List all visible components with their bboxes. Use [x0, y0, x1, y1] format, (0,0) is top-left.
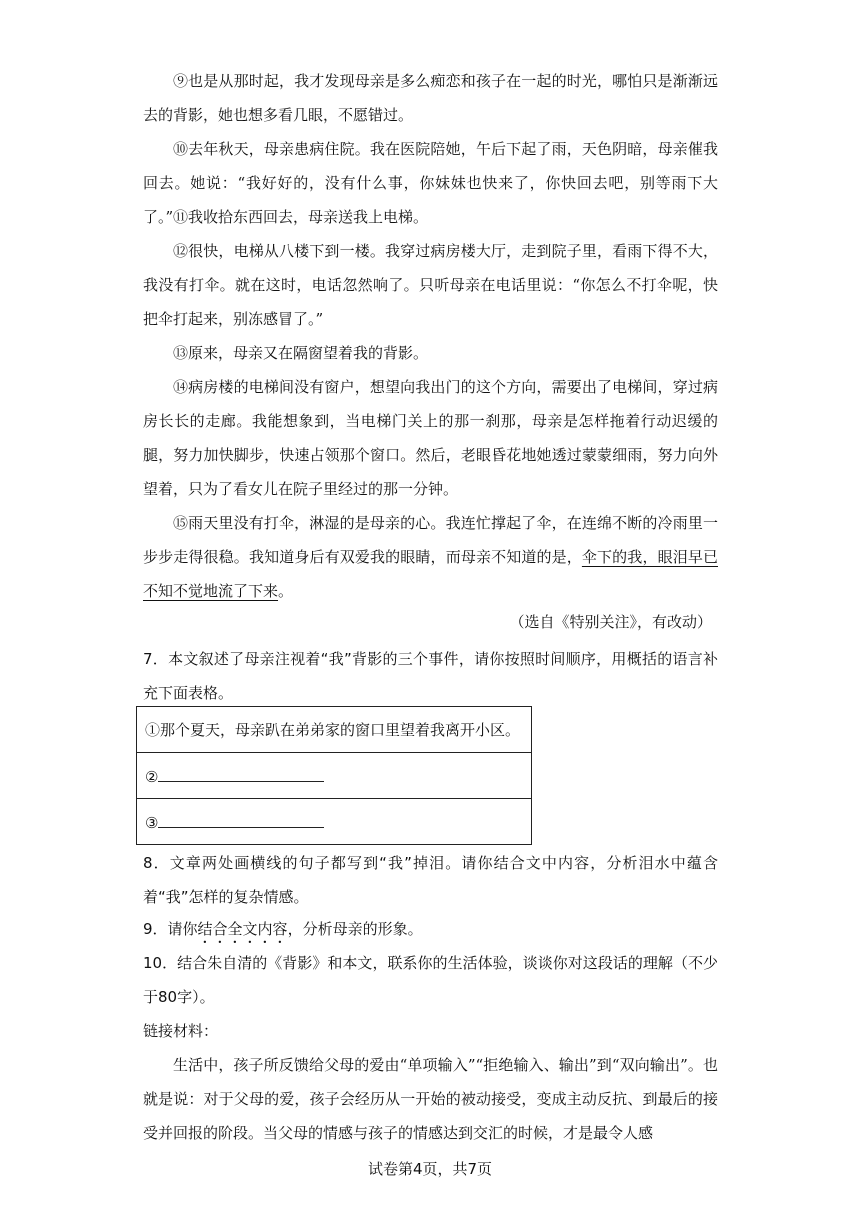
link-material-text: 生活中，孩子所反馈给父母的爱由“单项输入”“拒绝输入、输出”到“双向输出”。也就是说：对于父母的爱，孩子会经历从一开始的被动接受，变成主动反抗、到最后的接受并回报的阶段。当父母的情感与孩子的情感达到交汇的时候，才是最令人感: [143, 1056, 718, 1142]
paragraph-10: ⑩去年秋天，母亲患病住院。我在医院陪她，午后下起了雨，天色阴暗，母亲催我回去。她说：“我好好的，没有什么事，你妹妹也快来了，你快回去吧，别等雨下大了。”: [143, 140, 718, 226]
paragraph-12: ⑫很快，电梯从八楼下到一楼。我穿过病房楼大厅，走到院子里，看雨下得不大，我没有打伞。就在这时，电话忽然响了。只听母亲在电话里说：“你怎么不打伞呢，快把伞打起来，别冻感冒了。”: [143, 242, 718, 328]
question-8: 8．文章两处画横线的句子都写到“我”掉泪。请你结合文中内容，分析泪水中蕴含着“我”怎样的复杂情感。: [143, 854, 718, 906]
row-number: ②: [145, 768, 159, 786]
paragraph-13: ⑬原来，母亲又在隔窗望着我的背影。: [173, 344, 429, 362]
article-source: （选自《特别关注》，有改动）: [509, 613, 712, 631]
emphasized-phrase: 结合全文内容: [197, 920, 288, 938]
question-9-start: 9．请你: [143, 920, 198, 938]
page-footer: 试卷第4页，共7页: [367, 1160, 493, 1178]
paragraph-11: ⑪我收拾东西回去，母亲送我上电梯。: [173, 208, 429, 226]
paragraph-15-start: ⑮雨天里没有打伞，淋湿的是母亲的心。我连忙撑起了伞，在连绵不断的冷雨里一步步走得很稳。我知道身后有双爱我的眼睛，而母亲不知道的是，: [143, 514, 718, 566]
row-number: ③: [145, 814, 159, 832]
question-7: 7．本文叙述了母亲注视着“我”背影的三个事件，请你按照时间顺序，用概括的语言补充下面表格。: [143, 650, 718, 702]
table-row: [137, 799, 532, 845]
answer-blank[interactable]: [158, 765, 324, 782]
paragraph-14: ⑭病房楼的电梯间没有窗户，想望向我出门的这个方向，需要出了电梯间，穿过病房长长的走廊。我能想象到，当电梯门关上的那一刹那，母亲是怎样拖着行动迟缓的腿，努力加快脚步，快速占领那个窗口。然后，老眼昏花地她透过蒙蒙细雨，努力向外望着，只为了看女儿在院子里经过的那一分钟。: [143, 378, 718, 498]
question-9: [143, 912, 718, 947]
table-cell-event-2[interactable]: [137, 753, 532, 799]
table-cell-event-3[interactable]: [137, 799, 532, 845]
table-row: [137, 753, 532, 799]
table-row: [137, 707, 532, 753]
paragraph-9: ⑨也是从那时起，我才发现母亲是多么痴恋和孩子在一起的时光，哪怕只是渐渐远去的背影，她也想多看几眼，不愿错过。: [143, 72, 718, 124]
answer-table: [136, 706, 532, 845]
underlined-sentence: 伞下的我，眼泪早已不知不觉地流了下来: [143, 548, 718, 600]
question-9-end: ，分析母亲的形象。: [287, 920, 423, 938]
paragraph-15-end: 。: [278, 582, 294, 600]
table-cell-event-1: ①那个夏天，母亲趴在弟弟家的窗口里望着我离开小区。: [137, 707, 532, 753]
answer-blank[interactable]: [158, 811, 324, 828]
question-10: 10．结合朱自清的《背影》和本文，联系你的生活体验，谈谈你对这段话的理解（不少于80字）。: [143, 954, 718, 1006]
link-material-label: 链接材料：: [143, 1022, 219, 1040]
paragraph-15: [143, 506, 718, 608]
